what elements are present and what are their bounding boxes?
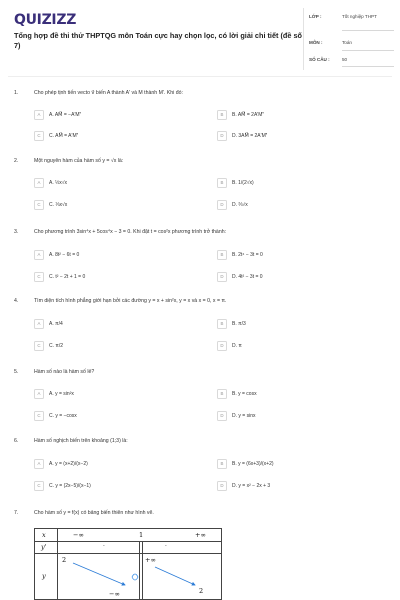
option-letter-box: D xyxy=(217,272,227,282)
answer-option[interactable] xyxy=(217,410,382,422)
meta-count-value: 50 xyxy=(342,57,348,62)
header-separator xyxy=(8,76,392,77)
option-text: D. y = sinx xyxy=(232,413,256,419)
option-letter-box: A xyxy=(34,178,44,188)
meta-grade-key: LỚP : xyxy=(309,14,322,19)
option-letter-box: C xyxy=(34,481,44,491)
question-number: 7. xyxy=(14,510,19,516)
derivative-sign: - xyxy=(103,543,105,549)
meta-subject-key: MÔN : xyxy=(309,40,323,45)
option-letter-box: D xyxy=(217,341,227,351)
answer-option[interactable] xyxy=(217,318,382,330)
y-label: y xyxy=(42,572,46,580)
question-text: Cho hàm số y = f(x) có bảng biến thiên như hình vẽ. xyxy=(34,510,154,516)
x-label: x xyxy=(42,531,46,539)
answer-option[interactable] xyxy=(217,340,382,352)
option-letter-box: D xyxy=(217,411,227,421)
answer-option[interactable] xyxy=(34,177,199,189)
option-text: C. y = −cosx xyxy=(49,413,77,419)
option-letter-box: D xyxy=(217,481,227,491)
option-text: D. π xyxy=(232,343,242,349)
option-letter-box: B xyxy=(217,110,227,120)
answer-option[interactable] xyxy=(34,130,199,142)
option-letter-box: A xyxy=(34,459,44,469)
question-number: 4. xyxy=(14,298,19,304)
yprime-label: y' xyxy=(41,543,47,551)
option-letter-box: B xyxy=(217,250,227,260)
option-letter-box: A xyxy=(34,319,44,329)
answer-option[interactable] xyxy=(34,388,199,400)
option-text: C. t² − 2t + 1 = 0 xyxy=(49,274,86,280)
answer-option[interactable] xyxy=(217,388,382,400)
answer-option[interactable] xyxy=(217,199,382,211)
option-text: D. y = x² − 2x + 3 xyxy=(232,483,271,489)
option-letter-box: D xyxy=(217,131,227,141)
option-letter-box: D xyxy=(217,200,227,210)
answer-option[interactable] xyxy=(34,249,199,261)
header-divider xyxy=(303,8,304,70)
meta-count-key: SỐ CÂU : xyxy=(309,57,330,62)
question-text: Hàm số nào là hàm số lẻ? xyxy=(34,369,95,375)
option-letter-box: C xyxy=(34,131,44,141)
decreasing-arrow xyxy=(73,563,125,585)
question-text: Tìm diện tích hình phẳng giới hạn bởi các đường y = x + sin²x, y = x và x = 0, x = π. xyxy=(34,298,227,304)
option-letter-box: B xyxy=(217,178,227,188)
question-text: Cho phương trình 3sin⁴x + 5cos⁴x − 3 = 0. Khi đặt t = cos²x phương trình trở thành: xyxy=(34,229,227,235)
option-letter-box: B xyxy=(217,319,227,329)
question-number: 3. xyxy=(14,229,19,235)
option-text: B. 2t⁴ − 3t = 0 xyxy=(232,252,263,258)
answer-option[interactable] xyxy=(217,458,382,470)
answer-option[interactable] xyxy=(34,410,199,422)
option-text: B. AM⃗ = 2A'M'⃗ xyxy=(232,112,264,118)
option-text: C. π/2 xyxy=(49,343,64,349)
meta-subject-value: Toán xyxy=(342,40,352,45)
option-text: B. y = cosx xyxy=(232,391,257,397)
question-number: 2. xyxy=(14,158,19,164)
option-letter-box: C xyxy=(34,341,44,351)
answer-option[interactable] xyxy=(34,109,199,121)
quizizz-logo: QUIZIZZ xyxy=(14,12,77,28)
answer-option[interactable] xyxy=(217,480,382,492)
option-text: A. 8t² − 6t = 0 xyxy=(49,252,80,258)
derivative-sign: - xyxy=(165,543,167,549)
option-text: A. π/4 xyxy=(49,321,63,327)
y-value: +∞ xyxy=(145,556,156,564)
answer-option[interactable] xyxy=(217,130,382,142)
option-letter-box: C xyxy=(34,200,44,210)
question-number: 1. xyxy=(14,90,19,96)
question-number: 6. xyxy=(14,438,19,444)
option-text: A. y = (x+2)/(x−2) xyxy=(49,461,88,467)
option-text: D. 3AM⃗ = 2A'M'⃗ xyxy=(232,133,268,139)
variation-table xyxy=(34,528,222,600)
answer-option[interactable] xyxy=(34,199,199,211)
answer-option[interactable] xyxy=(217,109,382,121)
option-text: C. AM⃗ = A'M'⃗ xyxy=(49,133,79,139)
option-letter-box: C xyxy=(34,411,44,421)
option-text: C. ⅓x√x xyxy=(49,202,68,208)
question-text: Hàm số nghịch biến trên khoảng (1;3) là: xyxy=(34,438,128,444)
answer-option[interactable] xyxy=(34,271,199,283)
answer-option[interactable] xyxy=(34,318,199,330)
answer-option[interactable] xyxy=(34,340,199,352)
option-text: B. y = (6x+3)/(x+2) xyxy=(232,461,274,467)
option-letter-box: B xyxy=(217,459,227,469)
answer-option[interactable] xyxy=(34,458,199,470)
option-text: D. 4t² − 3t = 0 xyxy=(232,274,263,280)
answer-option[interactable] xyxy=(34,480,199,492)
question-text: Cho phép tịnh tiến vecto v⃗ biến A thành A' và M thành M'. Khi đó: xyxy=(34,90,183,96)
option-letter-box: A xyxy=(34,389,44,399)
question-text: Một nguyên hàm của hàm số y = √x là: xyxy=(34,158,124,164)
option-text: B. 1/(2√x) xyxy=(232,180,254,186)
y-value: 2 xyxy=(62,556,67,564)
answer-option[interactable] xyxy=(217,249,382,261)
option-text: A. AM⃗ = −A'M'⃗ xyxy=(49,112,81,118)
y-value: −∞ xyxy=(109,590,120,598)
question-number: 5. xyxy=(14,369,19,375)
option-text: C. y = (2x−5)/(x−1) xyxy=(49,483,91,489)
y-value: 2 xyxy=(199,587,204,595)
x-value: −∞ xyxy=(73,531,84,539)
x-value: +∞ xyxy=(195,531,206,539)
option-text: D. ⅔√x xyxy=(232,202,248,208)
option-text: A. y = sin²x xyxy=(49,391,74,397)
decreasing-arrow xyxy=(155,567,195,585)
cursor-mark xyxy=(132,574,138,580)
answer-option[interactable] xyxy=(217,177,382,189)
option-text: A. ½x√x xyxy=(49,180,68,186)
meta-grade-value: Tốt nghiệp THPT xyxy=(342,14,377,19)
option-letter-box: C xyxy=(34,272,44,282)
document-title: Tổng hợp đề thi thử THPTQG môn Toán cực hay chọn lọc, có lời giải chi tiết (đề số 7) xyxy=(14,31,302,50)
option-text: B. π/3 xyxy=(232,321,246,327)
option-letter-box: A xyxy=(34,110,44,120)
variation-arrows xyxy=(35,529,223,600)
answer-option[interactable] xyxy=(217,271,382,283)
x-value: 1 xyxy=(139,531,144,539)
option-letter-box: B xyxy=(217,389,227,399)
option-letter-box: A xyxy=(34,250,44,260)
